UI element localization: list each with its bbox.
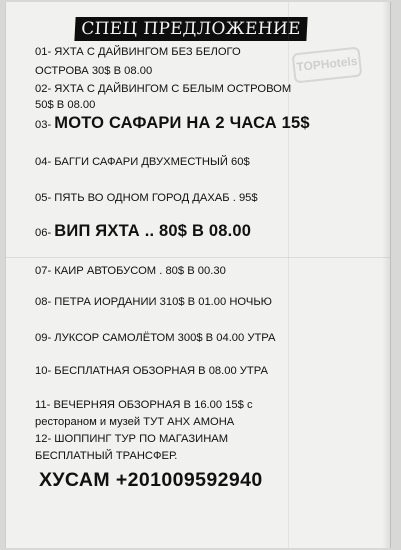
offer-02-line2: 50$ В 08.00	[35, 99, 96, 111]
offer-10: 10- БЕСПЛАТНАЯ ОБЗОРНАЯ В 08.00 УТРА	[35, 365, 268, 377]
offer-06-number: 06-	[35, 227, 55, 239]
offer-08: 08- ПЕТРА ИОРДАНИИ 310$ В 01.00 НОЧЬЮ	[35, 296, 272, 308]
flyer-sheet	[6, 2, 390, 548]
offer-11-line2: рестораном и музей ТУТ АНХ АМОНА	[35, 416, 235, 428]
offer-01-line2: ОСТРОВА 30$ В 08.00	[35, 65, 153, 77]
offer-06-text: ВИП ЯХТА .. 80$ В 08.00	[54, 222, 252, 240]
offer-03	[35, 115, 310, 134]
offer-01-line1: 01- ЯХТА С ДАЙВИНГОМ БЕЗ БЕЛОГО	[35, 46, 241, 58]
offer-06	[35, 223, 251, 242]
paper-edge-shadow	[382, 2, 390, 548]
offer-03-number: 03-	[35, 119, 55, 131]
offer-11-line1: 11- ВЕЧЕРНЯЯ ОБЗОРНАЯ В 16.00 15$ с	[35, 399, 253, 411]
offer-04: 04- БАГГИ САФАРИ ДВУХМЕСТНЫЙ 60$	[35, 156, 250, 168]
offer-07: 07- КАИР АВТОБУСОМ . 80$ В 00.30	[35, 265, 226, 277]
offer-02-line1: 02- ЯХТА С ДАЙВИНГОМ С БЕЛЫМ ОСТРОВОМ	[35, 83, 292, 95]
offer-12-line1: 12- ШОППИНГ ТУР ПО МАГАЗИНАМ	[35, 433, 229, 445]
offer-09: 09- ЛУКСОР САМОЛЁТОМ 300$ В 04.00 УТРА	[35, 332, 276, 344]
watermark-logo: TOPHotels	[292, 47, 363, 84]
flyer-title: СПЕЦ ПРЕДЛОЖЕНИЕ	[74, 17, 307, 41]
offer-05: 05- ПЯТЬ ВО ОДНОМ ГОРОД ДАХАБ . 95$	[35, 192, 258, 204]
contact-phone: ХУСАМ +201009592940	[39, 469, 263, 491]
offer-12-line2: БЕСПЛАТНЫЙ ТРАНСФЕР.	[35, 450, 178, 462]
offer-03-text: МОТО САФАРИ НА 2 ЧАСА 15$	[54, 114, 310, 132]
